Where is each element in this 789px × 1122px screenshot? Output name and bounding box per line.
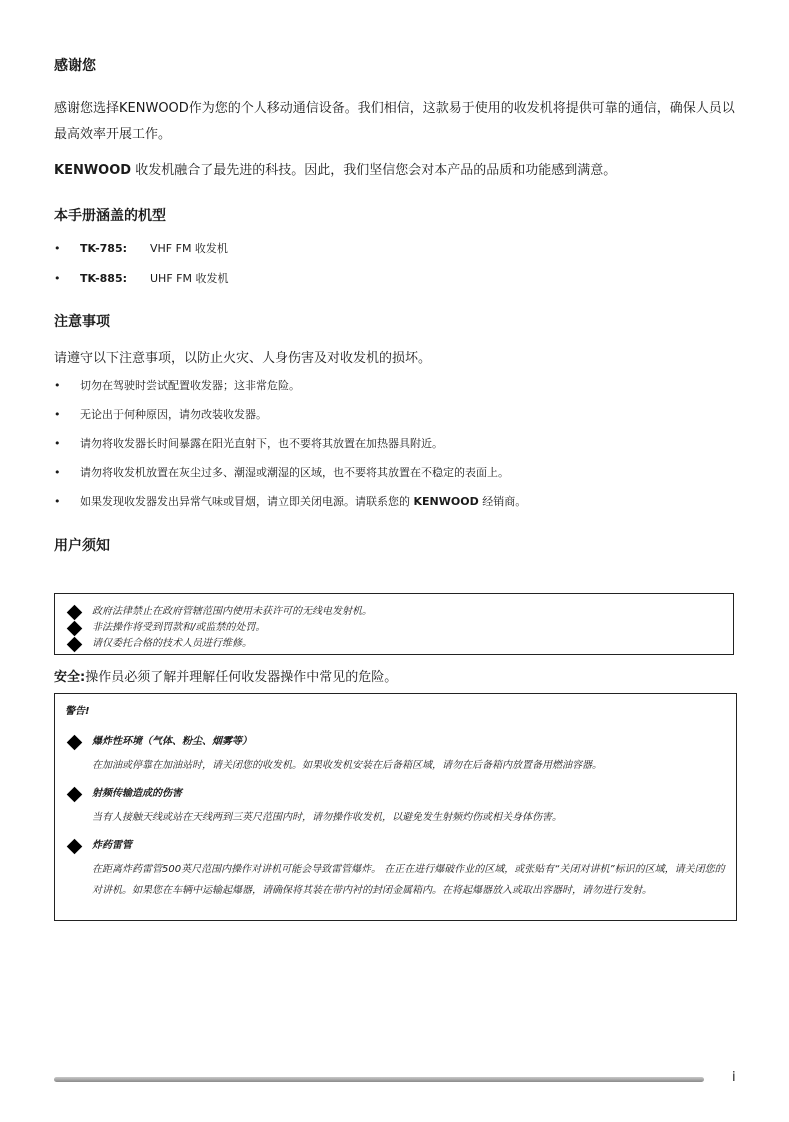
model-item: • TK-885: UHF FM 收发机 [54, 272, 229, 285]
diamond-bullet-icon [67, 620, 83, 636]
notice-item: 政府法律禁止在政府管辖范围内使用未获许可的无线电发射机。 [65, 604, 733, 620]
model-list [54, 241, 738, 287]
diamond-bullet-icon [67, 604, 83, 620]
user-notice-heading: 用户须知 [54, 538, 110, 554]
legal-notice-box [54, 593, 734, 655]
warning-box [54, 693, 737, 921]
precautions-heading: 注意事项 [54, 314, 110, 330]
precautions-intro: 请遵守以下注意事项，以防止火灾、人身伤害及对收发机的损坏。 [54, 351, 432, 366]
thanks-paragraph-2: KENWOOD 收发机融合了最先进的科技。因此，我们坚信您会对本产品的品质和功能感到满意。 [54, 163, 617, 178]
diamond-bullet-icon [67, 636, 83, 652]
safety-line: 安全:操作员必须了解并理解任何收发器操作中常见的危险。 [54, 670, 398, 685]
safety-label: 安全: [54, 670, 86, 685]
footer-divider [54, 1077, 704, 1082]
precaution-item: • 无论出于何种原因，请勿改装收发器。 [54, 408, 267, 421]
precaution-item: • 请勿将收发器长时间暴露在阳光直射下，也不要将其放置在加热器具附近。 [54, 437, 443, 450]
brand-name: KENWOOD [54, 163, 132, 178]
models-heading: 本手册涵盖的机型 [54, 208, 166, 224]
notice-item: 请仅委托合格的技术人员进行维修。 [65, 636, 733, 652]
notice-item: 非法操作将受到罚款和/或监禁的处罚。 [65, 620, 733, 636]
thanks-paragraph: 感谢您选择KENWOOD作为您的个人移动通信设备。我们相信，这款易于使用的收发机将提供可靠的通信，确保人员以最高效率开展工作。 [54, 101, 735, 142]
warning-section-body: 在加油或停靠在加油站时，请关闭您的收发机。如果收发机安装在后备箱区域，请勿在后备箱内放置备用燃油容器。 [92, 760, 602, 771]
page-number: i [732, 1070, 736, 1085]
warning-label: 警告! [65, 706, 90, 717]
precaution-item: • 如果发现收发器发出异常气味或冒烟，请立即关闭电源。请联系您的 KENWOOD 经销商。 [54, 495, 527, 508]
thanks-heading: 感谢您 [54, 58, 96, 74]
warning-section-title: 炸药雷管 [65, 838, 728, 854]
diamond-bullet-icon [67, 786, 83, 802]
model-item: • TK-785: VHF FM 收发机 [54, 242, 228, 255]
diamond-bullet-icon [67, 734, 83, 750]
warning-section-title: 射频传输造成的伤害 [65, 786, 728, 802]
page-content [54, 56, 738, 556]
precaution-item: • 切勿在驾驶时尝试配置收发器；这非常危险。 [54, 379, 300, 392]
diamond-bullet-icon [67, 838, 83, 854]
warning-section-body: 当有人接触天线或站在天线两到三英尺范围内时，请勿操作收发机，以避免发生射频灼伤或相关身体伤害。 [92, 812, 562, 823]
warning-section-body: 在距离炸药雷管500英尺范围内操作对讲机可能会导致雷管爆炸。 在正在进行爆破作业的区域，或张贴有“关闭对讲机”标识的区域，请关闭您的对讲机。如果您在车辆中运输起爆器，请确保将其装在带内衬的封闭金属箱内。在将起爆器放入或取出容器时，请勿进行发射。 [92, 864, 725, 896]
precautions-list [54, 378, 738, 510]
warning-section-title: 爆炸性环境（气体、粉尘、烟雾等） [65, 734, 728, 750]
precaution-item: • 请勿将收发机放置在灰尘过多、潮湿或潮湿的区域，也不要将其放置在不稳定的表面上。 [54, 466, 509, 479]
